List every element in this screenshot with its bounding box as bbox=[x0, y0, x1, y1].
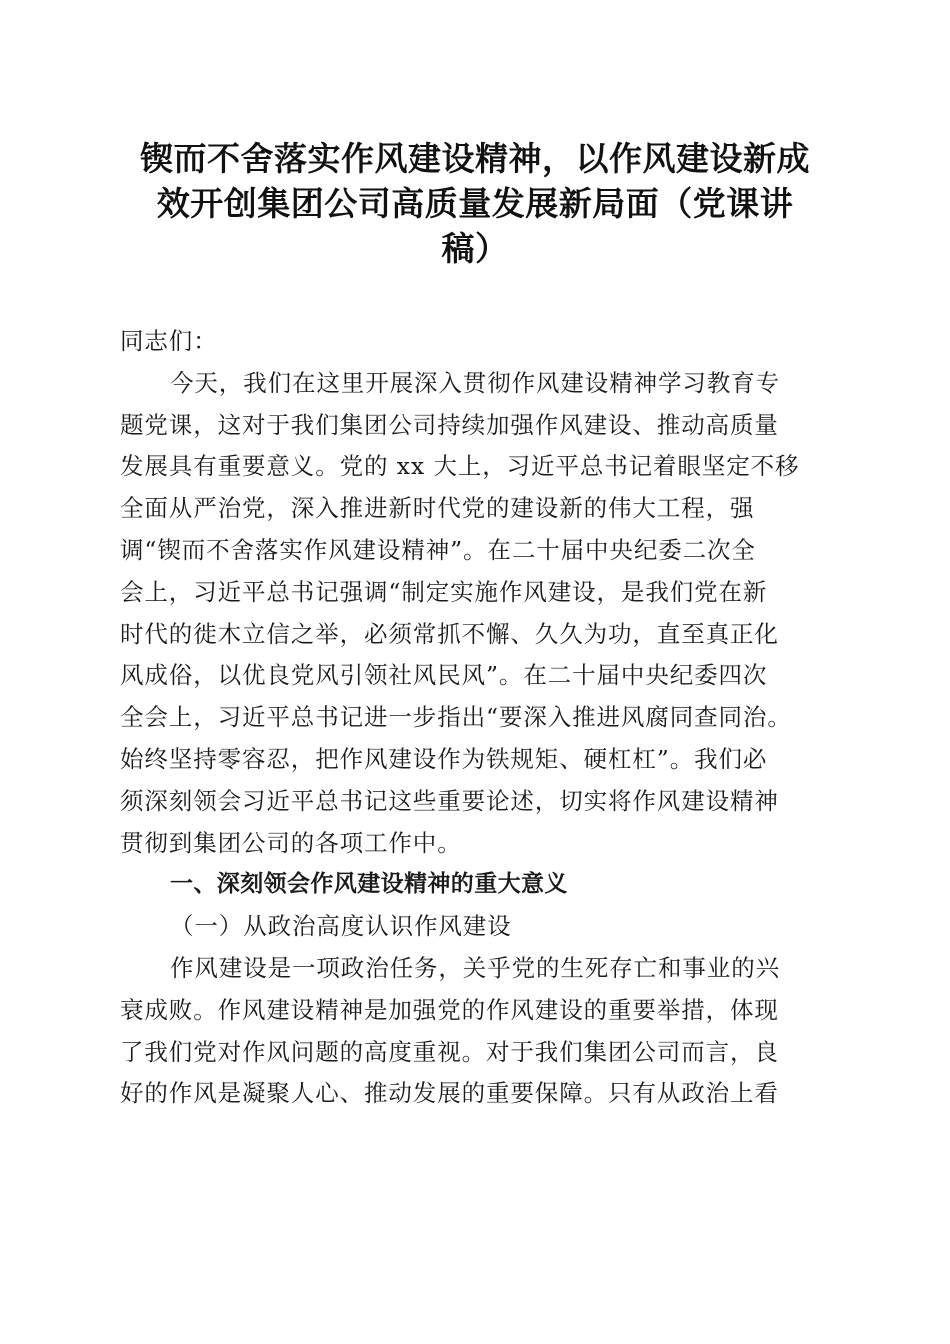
section-heading: 一、深刻领会作风建设精神的重大意义 bbox=[170, 871, 568, 898]
salutation: 同志们： bbox=[120, 327, 218, 355]
title-line: 稿） bbox=[441, 229, 509, 268]
section-paragraph bbox=[120, 948, 832, 1115]
paragraph-line: 了我们党对作风问题的高度重视。对于我们集团公司而言，良 bbox=[120, 1037, 779, 1066]
paragraph-line: 好的作风是凝聚人心、推动发展的重要保障。只有从政治上看 bbox=[120, 1079, 779, 1108]
paragraph-line: 调“锲而不舍落实作风建设精神”。在二十届中央纪委二次全 bbox=[120, 535, 756, 564]
paragraph-line: 始终坚持零容忍，把作风建设作为铁规矩、硬杠杠”。我们必 bbox=[120, 744, 768, 773]
paragraph-line: 须深刻领会习近平总书记这些重要论述，切实将作风建设精神 bbox=[120, 786, 779, 815]
paragraph-line: 会上，习近平总书记强调“制定实施作风建设，是我们党在新 bbox=[120, 577, 768, 606]
paragraph-line: 今天，我们在这里开展深入贯彻作风建设精神学习教育专 bbox=[170, 368, 780, 397]
title-line: 锲而不舍落实作风建设精神，以作风建设新成 bbox=[140, 139, 810, 178]
paragraph-line: 贯彻到集团公司的各项工作中。 bbox=[120, 828, 462, 857]
paragraph-line: 发展具有重要意义。党的 xx 大上，习近平总书记着眼坚定不移 bbox=[120, 452, 800, 481]
document-title bbox=[110, 136, 840, 271]
paragraph-line: 时代的徙木立信之举，必须常抓不懈、久久为功，直至真正化 bbox=[120, 619, 779, 648]
paragraph-line: 衰成败。作风建设精神是加强党的作风建设的重要举措，体现 bbox=[120, 995, 779, 1024]
paragraph-line: 全面从严治党，深入推进新时代党的建设新的伟大工程，强 bbox=[120, 494, 755, 523]
subsection-heading: （一）从政治高度认识作风建设 bbox=[170, 912, 512, 941]
paragraph-line: 作风建设是一项政治任务，关乎党的生死存亡和事业的兴 bbox=[170, 953, 780, 982]
paragraph-line: 题党课，这对于我们集团公司持续加强作风建设、推动高质量 bbox=[120, 410, 779, 439]
intro-paragraph bbox=[120, 363, 832, 865]
paragraph-line: 全会上，习近平总书记进一步指出“要深入推进风腐同查同治。 bbox=[120, 703, 792, 732]
title-line: 效开创集团公司高质量发展新局面（党课讲 bbox=[156, 184, 794, 223]
paragraph-line: 风成俗，以优良党风引领社风民风”。在二十届中央纪委四次 bbox=[120, 661, 768, 690]
document-body bbox=[120, 321, 832, 1115]
